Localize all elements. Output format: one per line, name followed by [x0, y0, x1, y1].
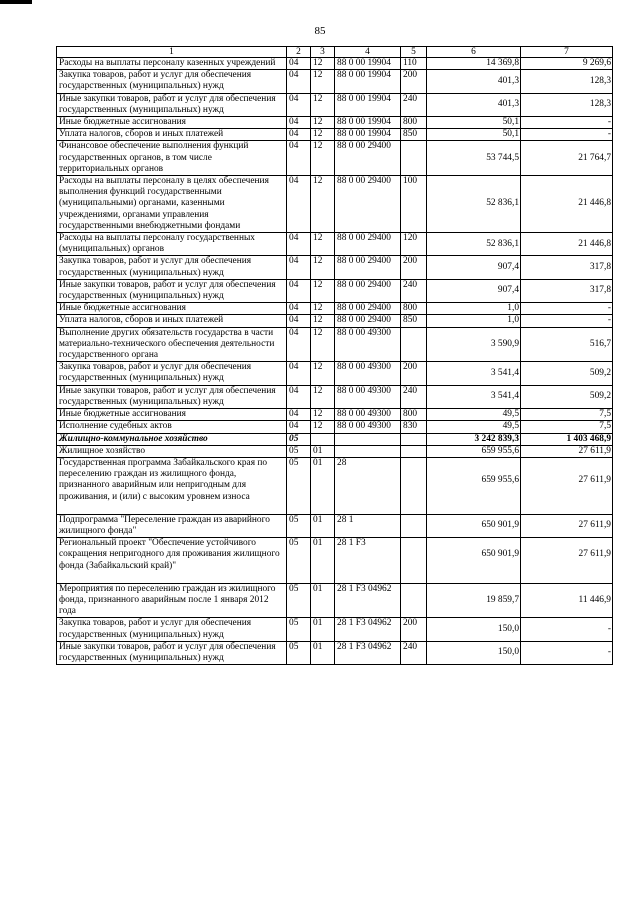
row-name-cell: Уплата налогов, сборов и иных платежей: [57, 129, 287, 141]
subsection-code-cell: 01: [311, 445, 335, 457]
expense-type-cell: 120: [401, 233, 427, 256]
target-article-cell: 88 0 00 29400: [335, 176, 401, 233]
table-row: [57, 256, 613, 279]
amount-2020-cell: 401,3: [427, 70, 521, 93]
table-row: [57, 176, 613, 233]
amount-executed-cell: 21 764,7: [521, 141, 613, 176]
target-article-cell: [335, 433, 401, 445]
expense-type-cell: 240: [401, 641, 427, 664]
row-name-cell: Расходы на выплаты персоналу государственных (муниципальных) органов: [57, 233, 287, 256]
amount-executed-cell: -: [521, 618, 613, 641]
amount-executed-cell: 11 446,9: [521, 583, 613, 618]
target-article-cell: 88 0 00 29400: [335, 315, 401, 327]
expense-type-cell: 850: [401, 315, 427, 327]
subsection-code-cell: 12: [311, 233, 335, 256]
table-row: [57, 93, 613, 116]
amount-2020-cell: 1,0: [427, 303, 521, 315]
expense-type-cell: [401, 327, 427, 362]
table-row: [57, 70, 613, 93]
expense-type-cell: 110: [401, 58, 427, 70]
target-article-cell: 88 0 00 19904: [335, 129, 401, 141]
subsection-code-cell: 12: [311, 141, 335, 176]
budget-table: [56, 46, 613, 665]
row-name-cell: Исполнение судебных актов: [57, 421, 287, 433]
amount-2020-cell: 50,1: [427, 117, 521, 129]
corner-mark: [0, 0, 32, 4]
table-row: [57, 445, 613, 457]
row-name-cell: Жилищно-коммунальное хозяйство: [57, 433, 287, 445]
table-row: [57, 141, 613, 176]
amount-2020-cell: 52 836,1: [427, 176, 521, 233]
subsection-code-cell: 12: [311, 385, 335, 408]
expense-type-cell: 200: [401, 362, 427, 385]
amount-2020-cell: 50,1: [427, 129, 521, 141]
table-row: [57, 327, 613, 362]
amount-2020-cell: 650 901,9: [427, 514, 521, 537]
target-article-cell: 28: [335, 457, 401, 514]
header-row: [57, 47, 613, 58]
table-row: [57, 279, 613, 302]
subsection-code-cell: [311, 433, 335, 445]
target-article-cell: 28 1 F3 04962: [335, 641, 401, 664]
amount-executed-cell: -: [521, 117, 613, 129]
amount-executed-cell: -: [521, 129, 613, 141]
target-article-cell: 88 0 00 29400: [335, 303, 401, 315]
expense-type-cell: 240: [401, 279, 427, 302]
target-article-cell: 88 0 00 19904: [335, 93, 401, 116]
target-article-cell: 88 0 00 29400: [335, 256, 401, 279]
expense-type-cell: 850: [401, 129, 427, 141]
section-code-cell: 04: [287, 233, 311, 256]
subsection-code-cell: 12: [311, 279, 335, 302]
amount-2020-cell: 49,5: [427, 421, 521, 433]
expense-type-cell: [401, 514, 427, 537]
header-cell-1: 1: [57, 47, 287, 58]
section-code-cell: 04: [287, 385, 311, 408]
expense-type-cell: 240: [401, 93, 427, 116]
amount-executed-cell: -: [521, 315, 613, 327]
row-name-cell: Выполнение других обязательств государства в части материально-технического обеспечения деятельности государственного органа: [57, 327, 287, 362]
subsection-code-cell: 01: [311, 514, 335, 537]
expense-type-cell: 240: [401, 385, 427, 408]
section-code-cell: 04: [287, 176, 311, 233]
section-code-cell: 04: [287, 303, 311, 315]
subsection-code-cell: 12: [311, 315, 335, 327]
amount-2020-cell: 1,0: [427, 315, 521, 327]
amount-2020-cell: 19 859,7: [427, 583, 521, 618]
expense-type-cell: [401, 433, 427, 445]
amount-executed-cell: -: [521, 641, 613, 664]
header-cell-4: 4: [335, 47, 401, 58]
target-article-cell: 28 1 F3 04962: [335, 618, 401, 641]
amount-2020-cell: 150,0: [427, 641, 521, 664]
expense-type-cell: [401, 445, 427, 457]
section-code-cell: 05: [287, 445, 311, 457]
amount-executed-cell: 1 403 468,9: [521, 433, 613, 445]
page-number: 85: [314, 25, 326, 37]
row-name-cell: Расходы на выплаты персоналу в целях обеспечения выполнения функций государственными (муниципальными) органами, казенными учреждениями, органами управления государственными внебюджетными фондами: [57, 176, 287, 233]
table-row: [57, 233, 613, 256]
target-article-cell: 88 0 00 19904: [335, 58, 401, 70]
target-article-cell: [335, 445, 401, 457]
table-row: [57, 457, 613, 514]
amount-executed-cell: 516,7: [521, 327, 613, 362]
target-article-cell: 88 0 00 29400: [335, 279, 401, 302]
subsection-code-cell: 12: [311, 129, 335, 141]
subsection-code-cell: 12: [311, 421, 335, 433]
section-code-cell: 05: [287, 433, 311, 445]
table-row: [57, 117, 613, 129]
header-cell-2: 2: [287, 47, 311, 58]
row-name-cell: Расходы на выплаты персоналу казенных учреждений: [57, 58, 287, 70]
amount-2020-cell: 401,3: [427, 93, 521, 116]
expense-type-cell: 830: [401, 421, 427, 433]
amount-executed-cell: 7,5: [521, 409, 613, 421]
row-name-cell: Региональный проект "Обеспечение устойчивого сокращения непригодного для проживания жилищного фонда (Забайкальский край)": [57, 538, 287, 584]
amount-executed-cell: 27 611,9: [521, 445, 613, 457]
target-article-cell: 88 0 00 29400: [335, 141, 401, 176]
target-article-cell: 88 0 00 49300: [335, 327, 401, 362]
amount-2020-cell: 907,4: [427, 256, 521, 279]
section-code-cell: 04: [287, 117, 311, 129]
expense-type-cell: 100: [401, 176, 427, 233]
subsection-code-cell: 12: [311, 303, 335, 315]
target-article-cell: 88 0 00 29400: [335, 233, 401, 256]
subsection-code-cell: 12: [311, 70, 335, 93]
section-code-cell: 04: [287, 421, 311, 433]
header-cell-3: 3: [311, 47, 335, 58]
section-code-cell: 04: [287, 327, 311, 362]
table-row: [57, 409, 613, 421]
target-article-cell: 88 0 00 19904: [335, 70, 401, 93]
header-cell-5: 5: [401, 47, 427, 58]
subsection-code-cell: 12: [311, 409, 335, 421]
expense-type-cell: 200: [401, 618, 427, 641]
expense-type-cell: [401, 457, 427, 514]
amount-2020-cell: 907,4: [427, 279, 521, 302]
target-article-cell: 28 1 F3 04962: [335, 583, 401, 618]
subsection-code-cell: 01: [311, 641, 335, 664]
amount-executed-cell: 9 269,6: [521, 58, 613, 70]
section-code-cell: 04: [287, 362, 311, 385]
amount-executed-cell: 128,3: [521, 93, 613, 116]
header-cell-6: 6: [427, 47, 521, 58]
section-code-cell: 05: [287, 583, 311, 618]
amount-executed-cell: 7,5: [521, 421, 613, 433]
amount-executed-cell: 21 446,8: [521, 233, 613, 256]
amount-executed-cell: 128,3: [521, 70, 613, 93]
subsection-code-cell: 12: [311, 327, 335, 362]
table-row: [57, 303, 613, 315]
subsection-code-cell: 12: [311, 93, 335, 116]
amount-2020-cell: 52 836,1: [427, 233, 521, 256]
expense-type-cell: [401, 538, 427, 584]
target-article-cell: 88 0 00 49300: [335, 409, 401, 421]
target-article-cell: 88 0 00 49300: [335, 421, 401, 433]
section-code-cell: 04: [287, 129, 311, 141]
section-code-cell: 04: [287, 70, 311, 93]
row-name-cell: Иные бюджетные ассигнования: [57, 117, 287, 129]
row-name-cell: Жилищное хозяйство: [57, 445, 287, 457]
subsection-code-cell: 12: [311, 256, 335, 279]
amount-executed-cell: 317,8: [521, 256, 613, 279]
table-row: [57, 58, 613, 70]
section-code-cell: 05: [287, 641, 311, 664]
table-row: [57, 385, 613, 408]
amount-2020-cell: 53 744,5: [427, 141, 521, 176]
amount-executed-cell: 27 611,9: [521, 457, 613, 514]
subsection-code-cell: 12: [311, 362, 335, 385]
subsection-code-cell: 12: [311, 176, 335, 233]
expense-type-cell: 800: [401, 409, 427, 421]
amount-executed-cell: 27 611,9: [521, 538, 613, 584]
table-row: [57, 362, 613, 385]
section-code-cell: 05: [287, 618, 311, 641]
row-name-cell: Подпрограмма "Переселение граждан из аварийного жилищного фонда": [57, 514, 287, 537]
table-row: [57, 315, 613, 327]
table-row: [57, 583, 613, 618]
row-name-cell: Закупка товаров, работ и услуг для обеспечения государственных (муниципальных) нужд: [57, 256, 287, 279]
table-row: [57, 538, 613, 584]
amount-executed-cell: 509,2: [521, 362, 613, 385]
section-code-cell: 05: [287, 514, 311, 537]
amount-2020-cell: 14 369,8: [427, 58, 521, 70]
amount-2020-cell: 49,5: [427, 409, 521, 421]
table-row: [57, 641, 613, 664]
amount-2020-cell: 150,0: [427, 618, 521, 641]
table-row: [57, 421, 613, 433]
section-code-cell: 05: [287, 457, 311, 514]
row-name-cell: Иные закупки товаров, работ и услуг для обеспечения государственных (муниципальных) нужд: [57, 93, 287, 116]
expense-type-cell: 800: [401, 303, 427, 315]
table-row: [57, 129, 613, 141]
amount-executed-cell: 317,8: [521, 279, 613, 302]
table-row: [57, 618, 613, 641]
target-article-cell: 28 1: [335, 514, 401, 537]
table-row: [57, 514, 613, 537]
section-code-cell: 04: [287, 279, 311, 302]
subsection-code-cell: 12: [311, 117, 335, 129]
amount-executed-cell: 27 611,9: [521, 514, 613, 537]
subsection-code-cell: 01: [311, 583, 335, 618]
row-name-cell: Закупка товаров, работ и услуг для обеспечения государственных (муниципальных) нужд: [57, 362, 287, 385]
amount-2020-cell: 3 590,9: [427, 327, 521, 362]
expense-type-cell: 200: [401, 256, 427, 279]
target-article-cell: 88 0 00 19904: [335, 117, 401, 129]
amount-2020-cell: 3 242 839,3: [427, 433, 521, 445]
expense-type-cell: 200: [401, 70, 427, 93]
section-code-cell: 04: [287, 141, 311, 176]
amount-2020-cell: 3 541,4: [427, 362, 521, 385]
row-name-cell: Иные бюджетные ассигнования: [57, 409, 287, 421]
expense-type-cell: 800: [401, 117, 427, 129]
row-name-cell: Иные бюджетные ассигнования: [57, 303, 287, 315]
amount-2020-cell: 3 541,4: [427, 385, 521, 408]
subsection-code-cell: 01: [311, 618, 335, 641]
amount-executed-cell: 509,2: [521, 385, 613, 408]
row-name-cell: Закупка товаров, работ и услуг для обеспечения государственных (муниципальных) нужд: [57, 618, 287, 641]
row-name-cell: Закупка товаров, работ и услуг для обеспечения государственных (муниципальных) нужд: [57, 70, 287, 93]
row-name-cell: Уплата налогов, сборов и иных платежей: [57, 315, 287, 327]
row-name-cell: Мероприятия по переселению граждан из жилищного фонда, признанного аварийным после 1 января 2012 года: [57, 583, 287, 618]
row-name-cell: Государственная программа Забайкальского края по переселению граждан из жилищного фонда, признанного аварийным или непригодным для проживания, и (или) с высоким уровнем износа: [57, 457, 287, 514]
table-row: [57, 433, 613, 445]
target-article-cell: 88 0 00 49300: [335, 362, 401, 385]
target-article-cell: 28 1 F3: [335, 538, 401, 584]
amount-2020-cell: 659 955,6: [427, 445, 521, 457]
row-name-cell: Иные закупки товаров, работ и услуг для обеспечения государственных (муниципальных) нужд: [57, 279, 287, 302]
amount-executed-cell: -: [521, 303, 613, 315]
row-name-cell: Финансовое обеспечение выполнения функций государственных органов, в том числе территориальных органов: [57, 141, 287, 176]
amount-2020-cell: 650 901,9: [427, 538, 521, 584]
section-code-cell: 05: [287, 538, 311, 584]
section-code-cell: 04: [287, 256, 311, 279]
section-code-cell: 04: [287, 58, 311, 70]
header-cell-7: 7: [521, 47, 613, 58]
section-code-cell: 04: [287, 409, 311, 421]
subsection-code-cell: 01: [311, 457, 335, 514]
section-code-cell: 04: [287, 93, 311, 116]
expense-type-cell: [401, 583, 427, 618]
row-name-cell: Иные закупки товаров, работ и услуг для обеспечения государственных (муниципальных) нужд: [57, 385, 287, 408]
amount-2020-cell: 659 955,6: [427, 457, 521, 514]
row-name-cell: Иные закупки товаров, работ и услуг для обеспечения государственных (муниципальных) нужд: [57, 641, 287, 664]
amount-executed-cell: 21 446,8: [521, 176, 613, 233]
subsection-code-cell: 12: [311, 58, 335, 70]
target-article-cell: 88 0 00 49300: [335, 385, 401, 408]
subsection-code-cell: 01: [311, 538, 335, 584]
section-code-cell: 04: [287, 315, 311, 327]
expense-type-cell: [401, 141, 427, 176]
